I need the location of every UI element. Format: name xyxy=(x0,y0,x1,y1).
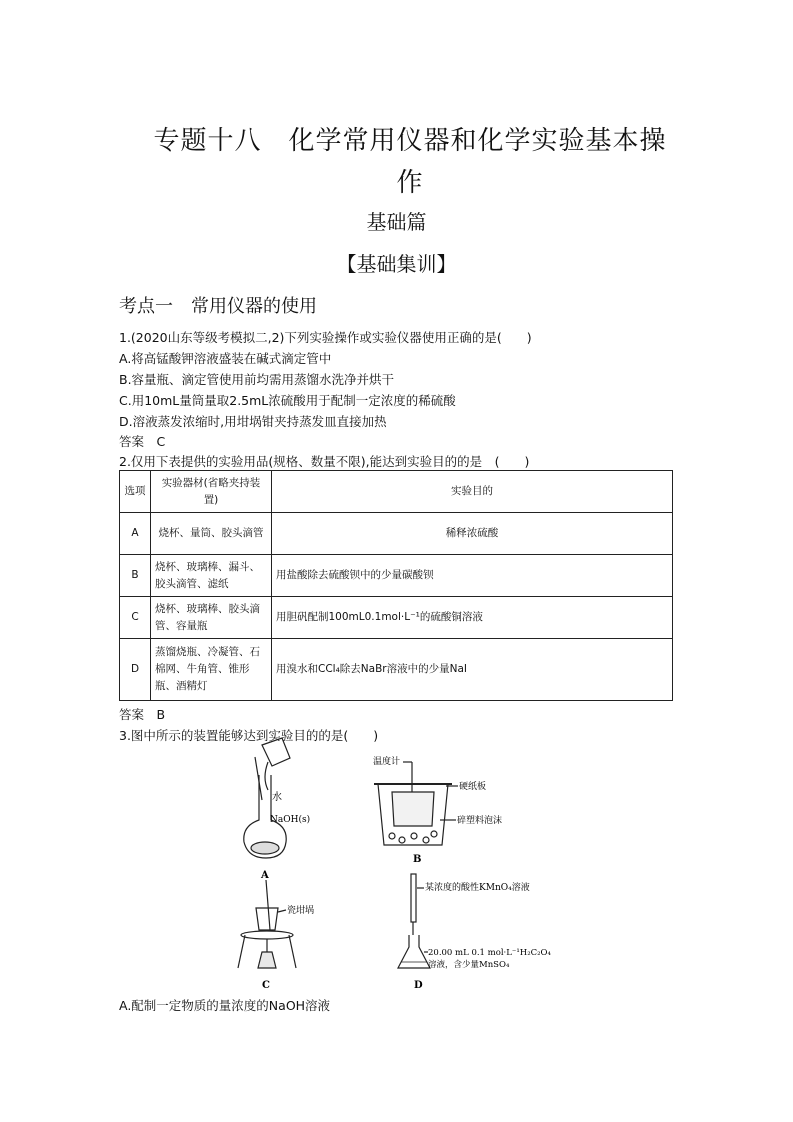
table-cell: D xyxy=(120,639,151,701)
label-d: D xyxy=(414,980,423,991)
label-crucible: 瓷坩埚 xyxy=(287,906,315,916)
table-cell: B xyxy=(120,555,151,597)
label-a: A xyxy=(261,870,269,881)
table-cell: A xyxy=(120,513,151,555)
table-cell: 用盐酸除去硫酸钡中的少量碳酸钡 xyxy=(272,555,673,597)
q3-option-a: A.配制一定物质的量浓度的NaOH溶液 xyxy=(119,998,331,1013)
table-cell: 稀释浓硫酸 xyxy=(272,513,673,555)
label-thermometer: 温度计 xyxy=(373,757,401,767)
label-foam: 碎塑料泡沫 xyxy=(457,816,503,826)
label-b: B xyxy=(413,854,422,865)
apparatus-b xyxy=(374,762,458,845)
table-cell: 用溴水和CCl₄除去NaBr溶液中的少量NaI xyxy=(272,639,673,701)
label-kmno4: 某浓度的酸性KMnO₄溶液 xyxy=(425,883,530,893)
apparatus-c xyxy=(238,880,296,968)
label-solution-1: 20.00 mL 0.1 mol·L⁻¹H₂C₂O₄ xyxy=(428,948,551,958)
q1-option-d: D.溶液蒸发浓缩时,用坩埚钳夹持蒸发皿直接加热 xyxy=(119,414,387,429)
label-solution-2: 溶液，含少量MnSO₄ xyxy=(428,960,510,970)
topic-heading: 考点一 常用仪器的使用 xyxy=(119,296,317,317)
q1-option-a: A.将高锰酸钾溶液盛装在碱式滴定管中 xyxy=(119,351,332,366)
q3-stem: 3.图中所示的装置能够达到实验目的的是( ) xyxy=(119,728,379,743)
label-board: 硬纸板 xyxy=(459,782,487,792)
title-line-1: 专题十八 化学常用仪器和化学实验基本操 xyxy=(153,126,667,156)
section-heading: 【基础集训】 xyxy=(336,252,457,276)
table-cell: C xyxy=(120,597,151,639)
q1-option-c: C.用10mL量筒量取2.5mL浓硫酸用于配制一定浓度的稀硫酸 xyxy=(119,393,456,408)
q1-option-b: B.容量瓶、滴定管使用前均需用蒸馏水洗净并烘干 xyxy=(119,372,395,387)
table-cell: 烧杯、玻璃棒、胶头滴管、容量瓶 xyxy=(151,597,272,639)
q1-answer: 答案 C xyxy=(119,434,166,449)
table-header-cell: 实验器材(省略夹持装置) xyxy=(151,471,272,513)
table-cell: 烧杯、玻璃棒、漏斗、胶头滴管、滤纸 xyxy=(151,555,272,597)
table-header-cell: 实验目的 xyxy=(272,471,673,513)
table-cell: 烧杯、量筒、胶头滴管 xyxy=(151,513,272,555)
title-line-2: 作 xyxy=(396,168,424,198)
q2-stem: 2.仅用下表提供的实验用品(规格、数量不限),能达到实验目的的是 ( ) xyxy=(119,454,530,469)
label-naoh: NaOH(s) xyxy=(270,815,311,825)
table-header-cell: 选项 xyxy=(120,471,151,513)
q1-stem: 1.(2020山东等级考模拟二,2)下列实验操作或实验仪器使用正确的是( ) xyxy=(119,330,532,345)
label-c: C xyxy=(262,980,270,991)
table-cell: 用胆矾配制100mL0.1mol·L⁻¹的硫酸铜溶液 xyxy=(272,597,673,639)
label-water: 水 xyxy=(272,792,282,803)
q2-answer: 答案 B xyxy=(119,707,166,722)
apparatus-a xyxy=(244,738,290,858)
subtitle: 基础篇 xyxy=(366,210,427,234)
table-cell: 蒸馏烧瓶、冷凝管、石棉网、牛角管、锥形瓶、酒精灯 xyxy=(151,639,272,701)
